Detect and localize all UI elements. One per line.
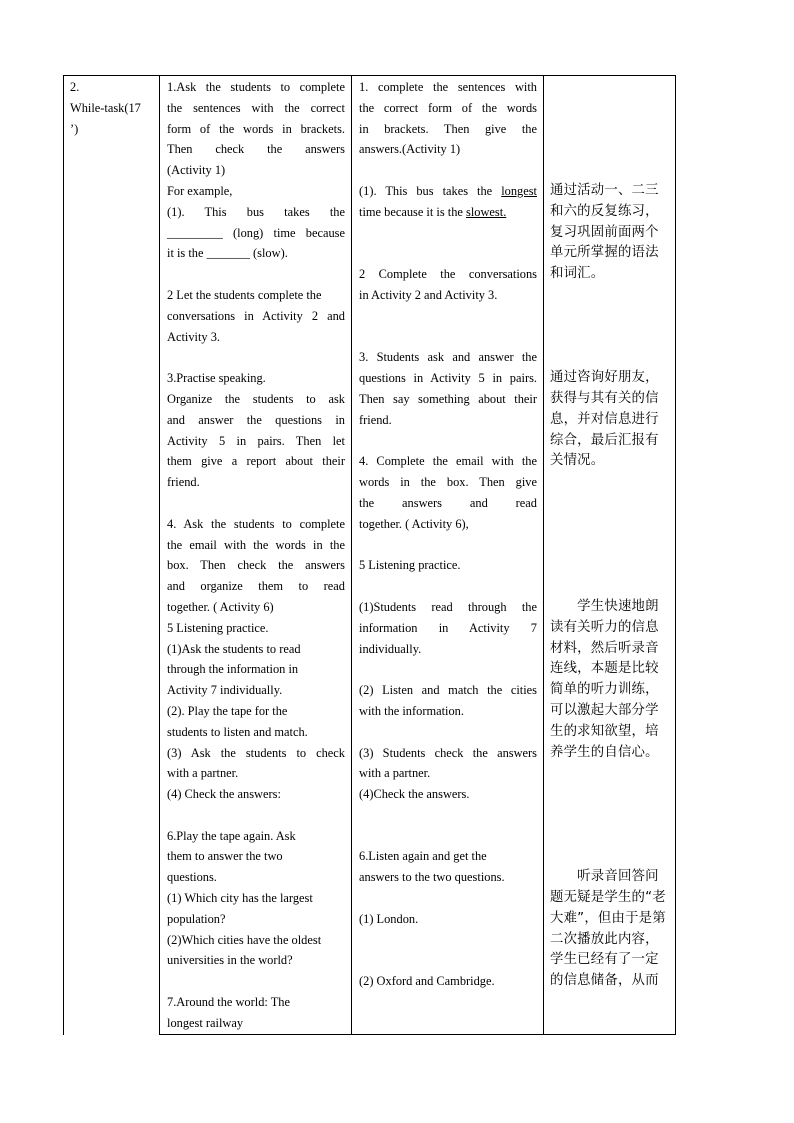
student-5-title: 5 Listening practice. bbox=[359, 558, 461, 573]
student-example-line-1 bbox=[359, 181, 537, 202]
example-line: (1). This bus takes the bbox=[167, 204, 345, 219]
student-1-line: the correct form of the words bbox=[359, 100, 537, 115]
student-5c-line: (3) Students check the answers bbox=[359, 745, 537, 760]
student-5c-line: with a partner. bbox=[359, 766, 431, 781]
table-border-right bbox=[675, 75, 676, 1035]
activity-6-line: questions. bbox=[167, 870, 217, 885]
stage-number: 2. bbox=[70, 80, 80, 94]
table-border-top bbox=[63, 75, 676, 76]
student-example-line-2 bbox=[359, 202, 537, 223]
purpose-1-line: 通过活动一、二三 bbox=[550, 182, 659, 198]
student-4-line: together. ( Activity 6), bbox=[359, 516, 469, 531]
student-4-line: words in the box. Then give bbox=[359, 475, 537, 490]
student-1-line: in brackets. Then give the bbox=[359, 121, 537, 136]
activity-5-line: (3) Ask the students to check bbox=[167, 745, 345, 760]
activity-5-line: (1)Ask the students to read bbox=[167, 641, 301, 656]
purpose-2-line: 获得与其有关的信 bbox=[550, 390, 659, 406]
student-2-line: in Activity 2 and Activity 3. bbox=[359, 287, 498, 302]
student-2-line: 2 Complete the conversations bbox=[359, 267, 537, 282]
activity-5-line: students to listen and match. bbox=[167, 724, 308, 739]
activity-3-line: friend. bbox=[167, 475, 200, 490]
activity-1-line: the sentences with the correct bbox=[167, 100, 345, 115]
activity-7-line: 7.Around the world: The bbox=[167, 995, 290, 1010]
purpose-1-line: 和六的反复练习， bbox=[550, 203, 659, 219]
purpose-2-line: 通过咨询好朋友， bbox=[550, 370, 659, 386]
student-1-line: 1. complete the sentences with bbox=[359, 80, 537, 94]
student-5b-line: with the information. bbox=[359, 703, 464, 718]
purpose-3-line: 读有关听力的信息 bbox=[550, 619, 659, 635]
student-3-line: Then say something about their bbox=[359, 391, 537, 406]
purpose-2-line: 关情况。 bbox=[550, 453, 605, 469]
activity-6-line: (2)Which cities have the oldest bbox=[167, 932, 322, 947]
purpose-1-line: 和词汇。 bbox=[550, 266, 605, 282]
purpose-3-line: 可以激起大部分学 bbox=[550, 702, 659, 718]
purpose-4-line: 大难”，但由于是第 bbox=[550, 910, 666, 926]
purpose-cell bbox=[550, 77, 674, 992]
purpose-2-line: 综合，最后汇报有 bbox=[550, 432, 659, 448]
purpose-4-line: 听录音回答问 bbox=[550, 869, 659, 885]
purpose-3-line: 生的求知欲望，培 bbox=[550, 723, 659, 739]
student-5b-line: (2) Listen and match the cities bbox=[359, 683, 537, 698]
purpose-4-line: 学生已经有了一定 bbox=[550, 952, 659, 968]
activity-6-line: 6.Play the tape again. Ask bbox=[167, 828, 296, 843]
student-5-line: (1)Students read through the bbox=[359, 599, 537, 614]
activity-1-line: 1.Ask the students to complete bbox=[167, 80, 345, 94]
purpose-4-line: 二次播放此内容， bbox=[550, 931, 659, 947]
student-6-line: 6.Listen again and get the bbox=[359, 849, 487, 864]
activity-1-line: (Activity 1) bbox=[167, 163, 226, 178]
example-mid: time because it is the bbox=[359, 204, 467, 219]
activity-5-line: (4) Check the answers: bbox=[167, 787, 281, 802]
activity-2-line: 2 Let the students complete the bbox=[167, 287, 322, 302]
purpose-3-line: 简单的听力训练， bbox=[550, 682, 659, 698]
purpose-1-line: 单元所掌握的语法 bbox=[550, 245, 659, 261]
stage-cell bbox=[70, 77, 156, 139]
activity-1-line: form of the words in brackets. bbox=[167, 121, 345, 136]
student-5c-line: (4)Check the answers. bbox=[359, 787, 470, 802]
activity-3-title: 3.Practise speaking. bbox=[167, 371, 266, 386]
stage-duration-unit: ’) bbox=[70, 121, 79, 136]
purpose-1-line: 复习巩固前面两个 bbox=[550, 224, 659, 240]
activity-7-line: longest railway bbox=[167, 1015, 244, 1030]
activity-5-line: through the information in bbox=[167, 662, 299, 677]
activity-3-line: and answer the questions in bbox=[167, 412, 345, 427]
student-activities-cell bbox=[359, 77, 537, 992]
activity-5-line: (2). Play the tape for the bbox=[167, 703, 288, 718]
student-3-line: friend. bbox=[359, 412, 392, 427]
purpose-3-line: 材料，然后听录音 bbox=[550, 640, 659, 656]
activity-4-line: box. Then check the answers bbox=[167, 558, 345, 573]
student-1-line: answers.(Activity 1) bbox=[359, 142, 461, 157]
example-label: For example, bbox=[167, 183, 233, 198]
purpose-4-line: 的信息储备，从而 bbox=[550, 973, 659, 989]
activity-6-line: (1) Which city has the largest bbox=[167, 891, 313, 906]
activity-5-line: Activity 7 individually. bbox=[167, 683, 283, 698]
purpose-2-line: 息，并对信息进行 bbox=[550, 411, 659, 427]
teacher-activities-cell bbox=[167, 77, 345, 1034]
table-border-bottom-segment bbox=[159, 1034, 676, 1035]
purpose-3-line: 连线，本题是比较 bbox=[550, 661, 659, 677]
column-divider-1 bbox=[159, 75, 160, 1035]
purpose-3-line: 养学生的自信心。 bbox=[550, 744, 659, 760]
activity-6-line: population? bbox=[167, 911, 226, 926]
activity-5-title: 5 Listening practice. bbox=[167, 620, 269, 635]
activity-4-line: 4. Ask the students to complete bbox=[167, 516, 345, 531]
example-answer-slowest: slowest. bbox=[466, 204, 507, 219]
activity-3-line: Activity 5 in pairs. Then let bbox=[167, 433, 345, 448]
example-answer-longest: longest bbox=[501, 183, 537, 198]
activity-3-line: them give a report about their bbox=[167, 454, 345, 469]
activity-4-line: the email with the words in the bbox=[167, 537, 345, 552]
student-6-line: answers to the two questions. bbox=[359, 870, 505, 885]
activity-2-line: Activity 3. bbox=[167, 329, 220, 344]
activity-6-line: them to answer the two bbox=[167, 849, 283, 864]
activity-4-line: together. ( Activity 6) bbox=[167, 599, 274, 614]
activity-4-line: and organize them to read bbox=[167, 579, 345, 594]
activity-2-line: conversations in Activity 2 and bbox=[167, 308, 345, 323]
student-5-line: information in Activity 7 bbox=[359, 620, 537, 635]
student-5-line: individually. bbox=[359, 641, 422, 656]
student-4-line: the answers and read bbox=[359, 495, 537, 510]
answer-1: (1) London. bbox=[359, 911, 419, 926]
example-line: _________ (long) time because bbox=[167, 225, 345, 240]
activity-1-line: Then check the answers bbox=[167, 142, 345, 157]
column-divider-3 bbox=[543, 75, 544, 1035]
purpose-4-line: 题无疑是学生的“老 bbox=[550, 890, 666, 906]
purpose-3-line: 学生快速地朗 bbox=[550, 598, 659, 614]
student-3-line: 3. Students ask and answer the bbox=[359, 350, 537, 365]
student-3-line: questions in Activity 5 in pairs. bbox=[359, 371, 537, 386]
activity-6-line: universities in the world? bbox=[167, 953, 293, 968]
stage-name: While-task(17 bbox=[70, 100, 141, 115]
activity-3-line: Organize the students to ask bbox=[167, 391, 345, 406]
table-border-left bbox=[63, 75, 64, 1035]
column-divider-2 bbox=[351, 75, 352, 1035]
example-prefix: (1). This bus takes the bbox=[359, 183, 502, 198]
example-line: it is the _______ (slow). bbox=[167, 246, 288, 261]
student-4-line: 4. Complete the email with the bbox=[359, 454, 537, 469]
answer-2: (2) Oxford and Cambridge. bbox=[359, 974, 495, 989]
activity-5-line: with a partner. bbox=[167, 766, 239, 781]
